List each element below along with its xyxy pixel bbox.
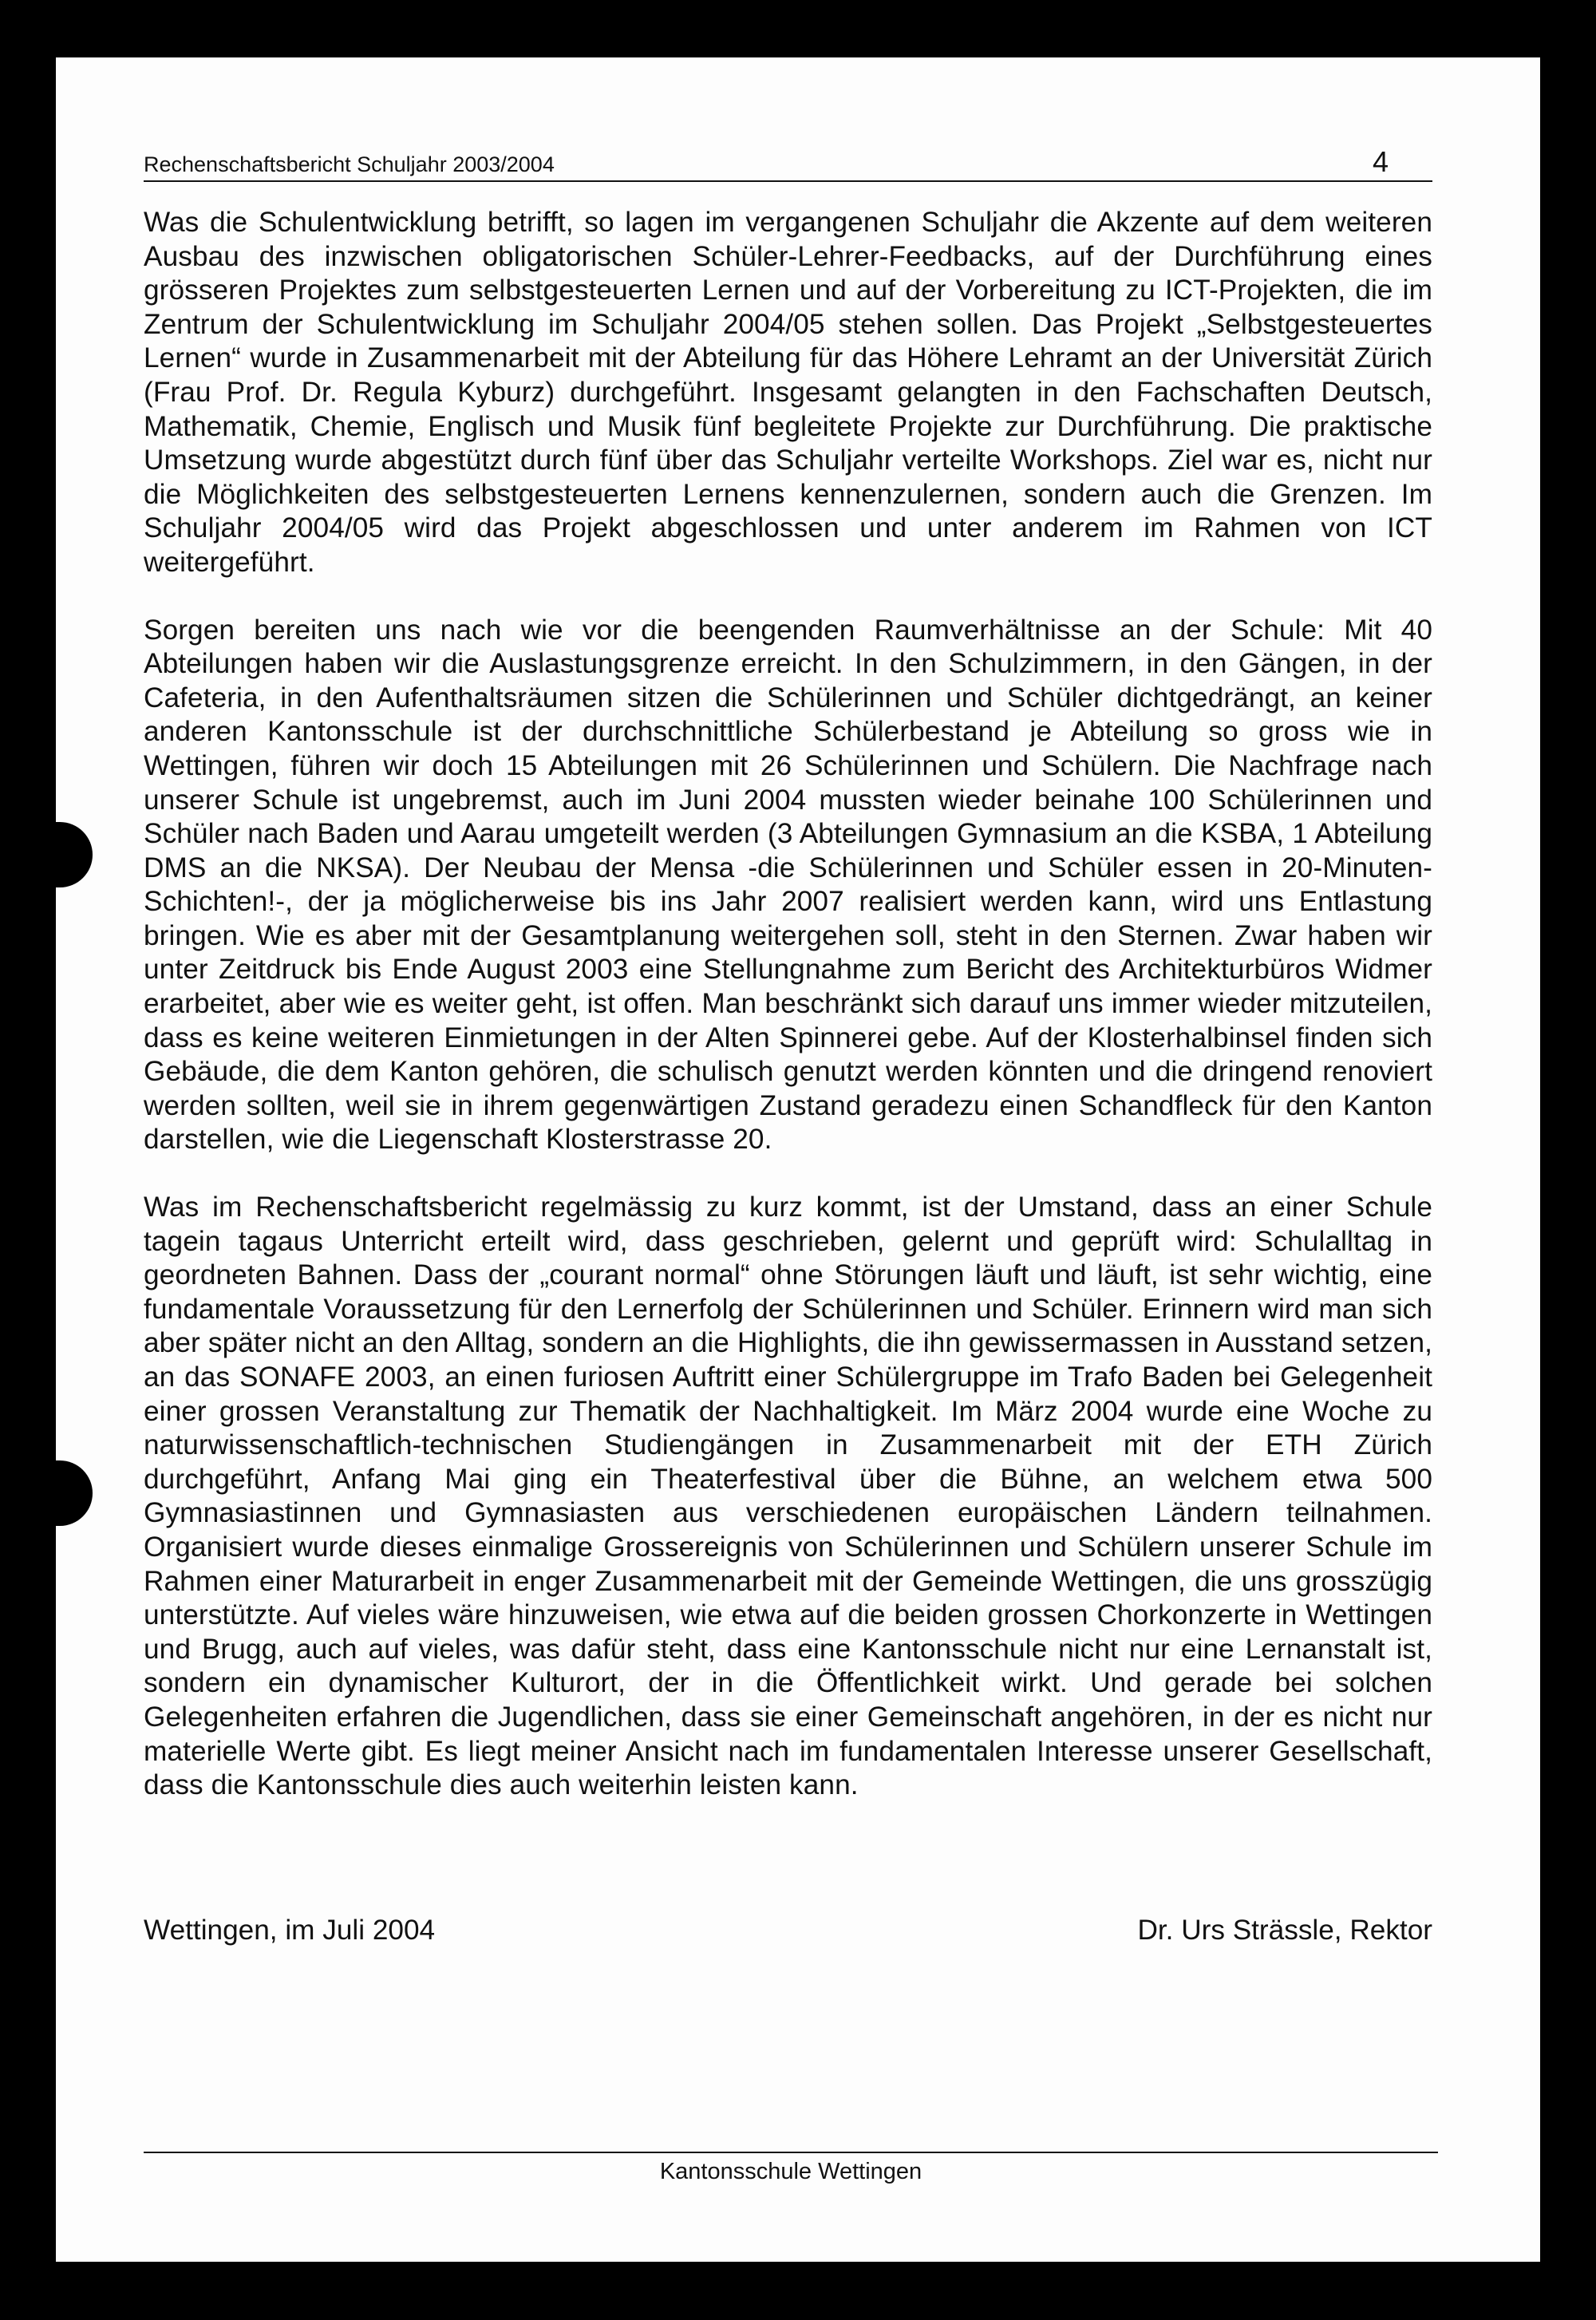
punch-hole [56,1460,93,1526]
place-date: Wettingen, im Juli 2004 [144,1915,436,1946]
signature-block [144,1915,1432,1947]
punch-hole [56,822,93,887]
paragraph: Was die Schulentwicklung betrifft, so lagen im vergangenen Schuljahr die Akzente auf dem weiteren Ausbau des inzwischen obligatorischen Schüler-Lehrer-Feedbacks, auf der Durchführung eines grösseren Projektes zum selbstgesteuerten Lernen und auf der Vorbereitung zu ICT-Projekten, die im Zentrum der Schulentwicklung im Schuljahr 2004/05 stehen sollen. Das Projekt „Selbstgesteuertes Lernen“ wurde in Zusammenarbeit mit der Abteilung für das Höhere Lehramt an der Universität Zürich (Frau Prof. Dr. Regula Kyburz) durchgeführt. Insgesamt gelangten in den Fachschaften Deutsch, Mathematik, Chemie, Englisch und Musik fünf begleitete Projekte zur Durchführung. Die praktische Umsetzung wurde abgestützt durch fünf über das Schuljahr verteilte Workshops. Ziel war es, nicht nur die Möglichkeiten des selbstgesteuerten Lernens kennenzulernen, sondern auch die Grenzen. Im Schuljahr 2004/05 wird das Projekt abgeschlossen und unter anderem im Rahmen von ICT weitergeführt. [144,207,1432,578]
footer-divider [144,2152,1438,2153]
document-page [56,57,1540,2262]
body-text [144,206,1432,1836]
page-footer: Kantonsschule Wettingen [659,2159,922,2184]
header-title: Rechenschaftsbericht Schuljahr 2003/2004 [144,152,555,176]
author-signature: Dr. Urs Strässle, Rektor [1137,1915,1432,1946]
paragraph: Sorgen bereiten uns nach wie vor die beengenden Raumverhältnisse an der Schule: Mit 40 Abteilungen haben wir die Auslastungsgrenze erreicht. In den Schulzimmern, in den Gängen, in der Cafeteria, in den Aufenthaltsräumen sitzen die Schülerinnen und Schüler dichtgedrängt, an keiner anderen Kantonsschule ist der durchschnittliche Schülerbestand je Abteilung so gross wie in Wettingen, führen wir doch 15 Abteilungen mit 26 Schülerinnen und Schülern. Die Nachfrage nach unserer Schule ist ungebremst, auch im Juni 2004 mussten wieder beinahe 100 Schülerinnen und Schüler nach Baden und Aarau umgeteilt werden (3 Abteilungen Gymnasium an die KSBA, 1 Abteilung DMS an die NKSA). Der Neubau der Mensa -die Schülerinnen und Schüler essen in 20-Minuten-Schichten!-, der ja möglicherweise bis ins Jahr 2007 realisiert werden kann, wird uns Entlastung bringen. Wie es aber mit der Gesamtplanung weitergehen soll, steht in den Sternen. Zwar haben wir unter Zeitdruck bis Ende August 2003 eine Stellungnahme zum Bericht des Architekturbüros Widmer erarbeitet, aber wie es weiter geht, ist offen. Man beschränkt sich darauf uns immer wieder mitzuteilen, dass es keine weiteren Einmietungen in der Alten Spinnerei gebe. Auf der Klosterhalbinsel finden sich Gebäude, die dem Kanton gehören, die schulisch genutzt werden könnten und die dringend renoviert werden sollten, weil sie in ihrem gegenwärtigen Zustand geradezu einen Schandfleck für den Kanton darstellen, wie die Liegenschaft Klosterstrasse 20. [144,614,1432,1156]
page-number: 4 [1372,145,1389,178]
paragraph: Was im Rechenschaftsbericht regelmässig zu kurz kommt, ist der Umstand, dass an einer Schule tagein tagaus Unterricht erteilt wird, dass geschrieben, gelernt und geprüft wird: Schulalltag in geordneten Bahnen. Dass der „courant normal“ ohne Störungen läuft und läuft, ist sehr wichtig, eine fundamentale Voraussetzung für den Lernerfolg der Schülerinnen und Schüler. Erinnern wird man sich aber später nicht an den Alltag, sondern an die Highlights, die ihn gewissermassen in Ausstand setzen, an das SONAFE 2003, an einen furiosen Auftritt einer Schülergruppe im Trafo Baden bei Gelegenheit einer grossen Veranstaltung zur Thematik der Nachhaltigkeit. Im März 2004 wurde eine Woche zu naturwissenschaftlich-technischen Studiengängen in Zusammenarbeit mit der ETH Zürich durchgeführt, Anfang Mai ging ein Theaterfestival über die Bühne, an welchem etwa 500 Gymnasiastinnen und Gymnasiasten aus verschiedenen europäischen Ländern teilnahmen. Organisiert wurde dieses einmalige Grossereignis von Schülerinnen und Schülern unserer Schule im Rahmen einer Maturarbeit in enger Zusammenarbeit mit der Gemeinde Wettingen, die uns grosszügig unterstützte. Auf vieles wäre hinzuweisen, wie etwa auf die beiden grossen Chorkonzerte in Wettingen und Brugg, auch auf vieles, was dafür steht, dass eine Kantonsschule nicht nur eine Lernanstalt ist, sondern ein dynamischer Kulturort, der in die Öffentlichkeit wirkt. Und gerade bei solchen Gelegenheiten erfahren die Jugendlichen, dass sie einer Gemeinschaft angehören, in der es nicht nur materielle Werte gibt. Es liegt meiner Ansicht nach im fundamentalen Interesse unserer Gesellschaft, dass die Kantonsschule dies auch weiterhin leisten kann. [144,1192,1432,1801]
page-header [144,145,1432,182]
